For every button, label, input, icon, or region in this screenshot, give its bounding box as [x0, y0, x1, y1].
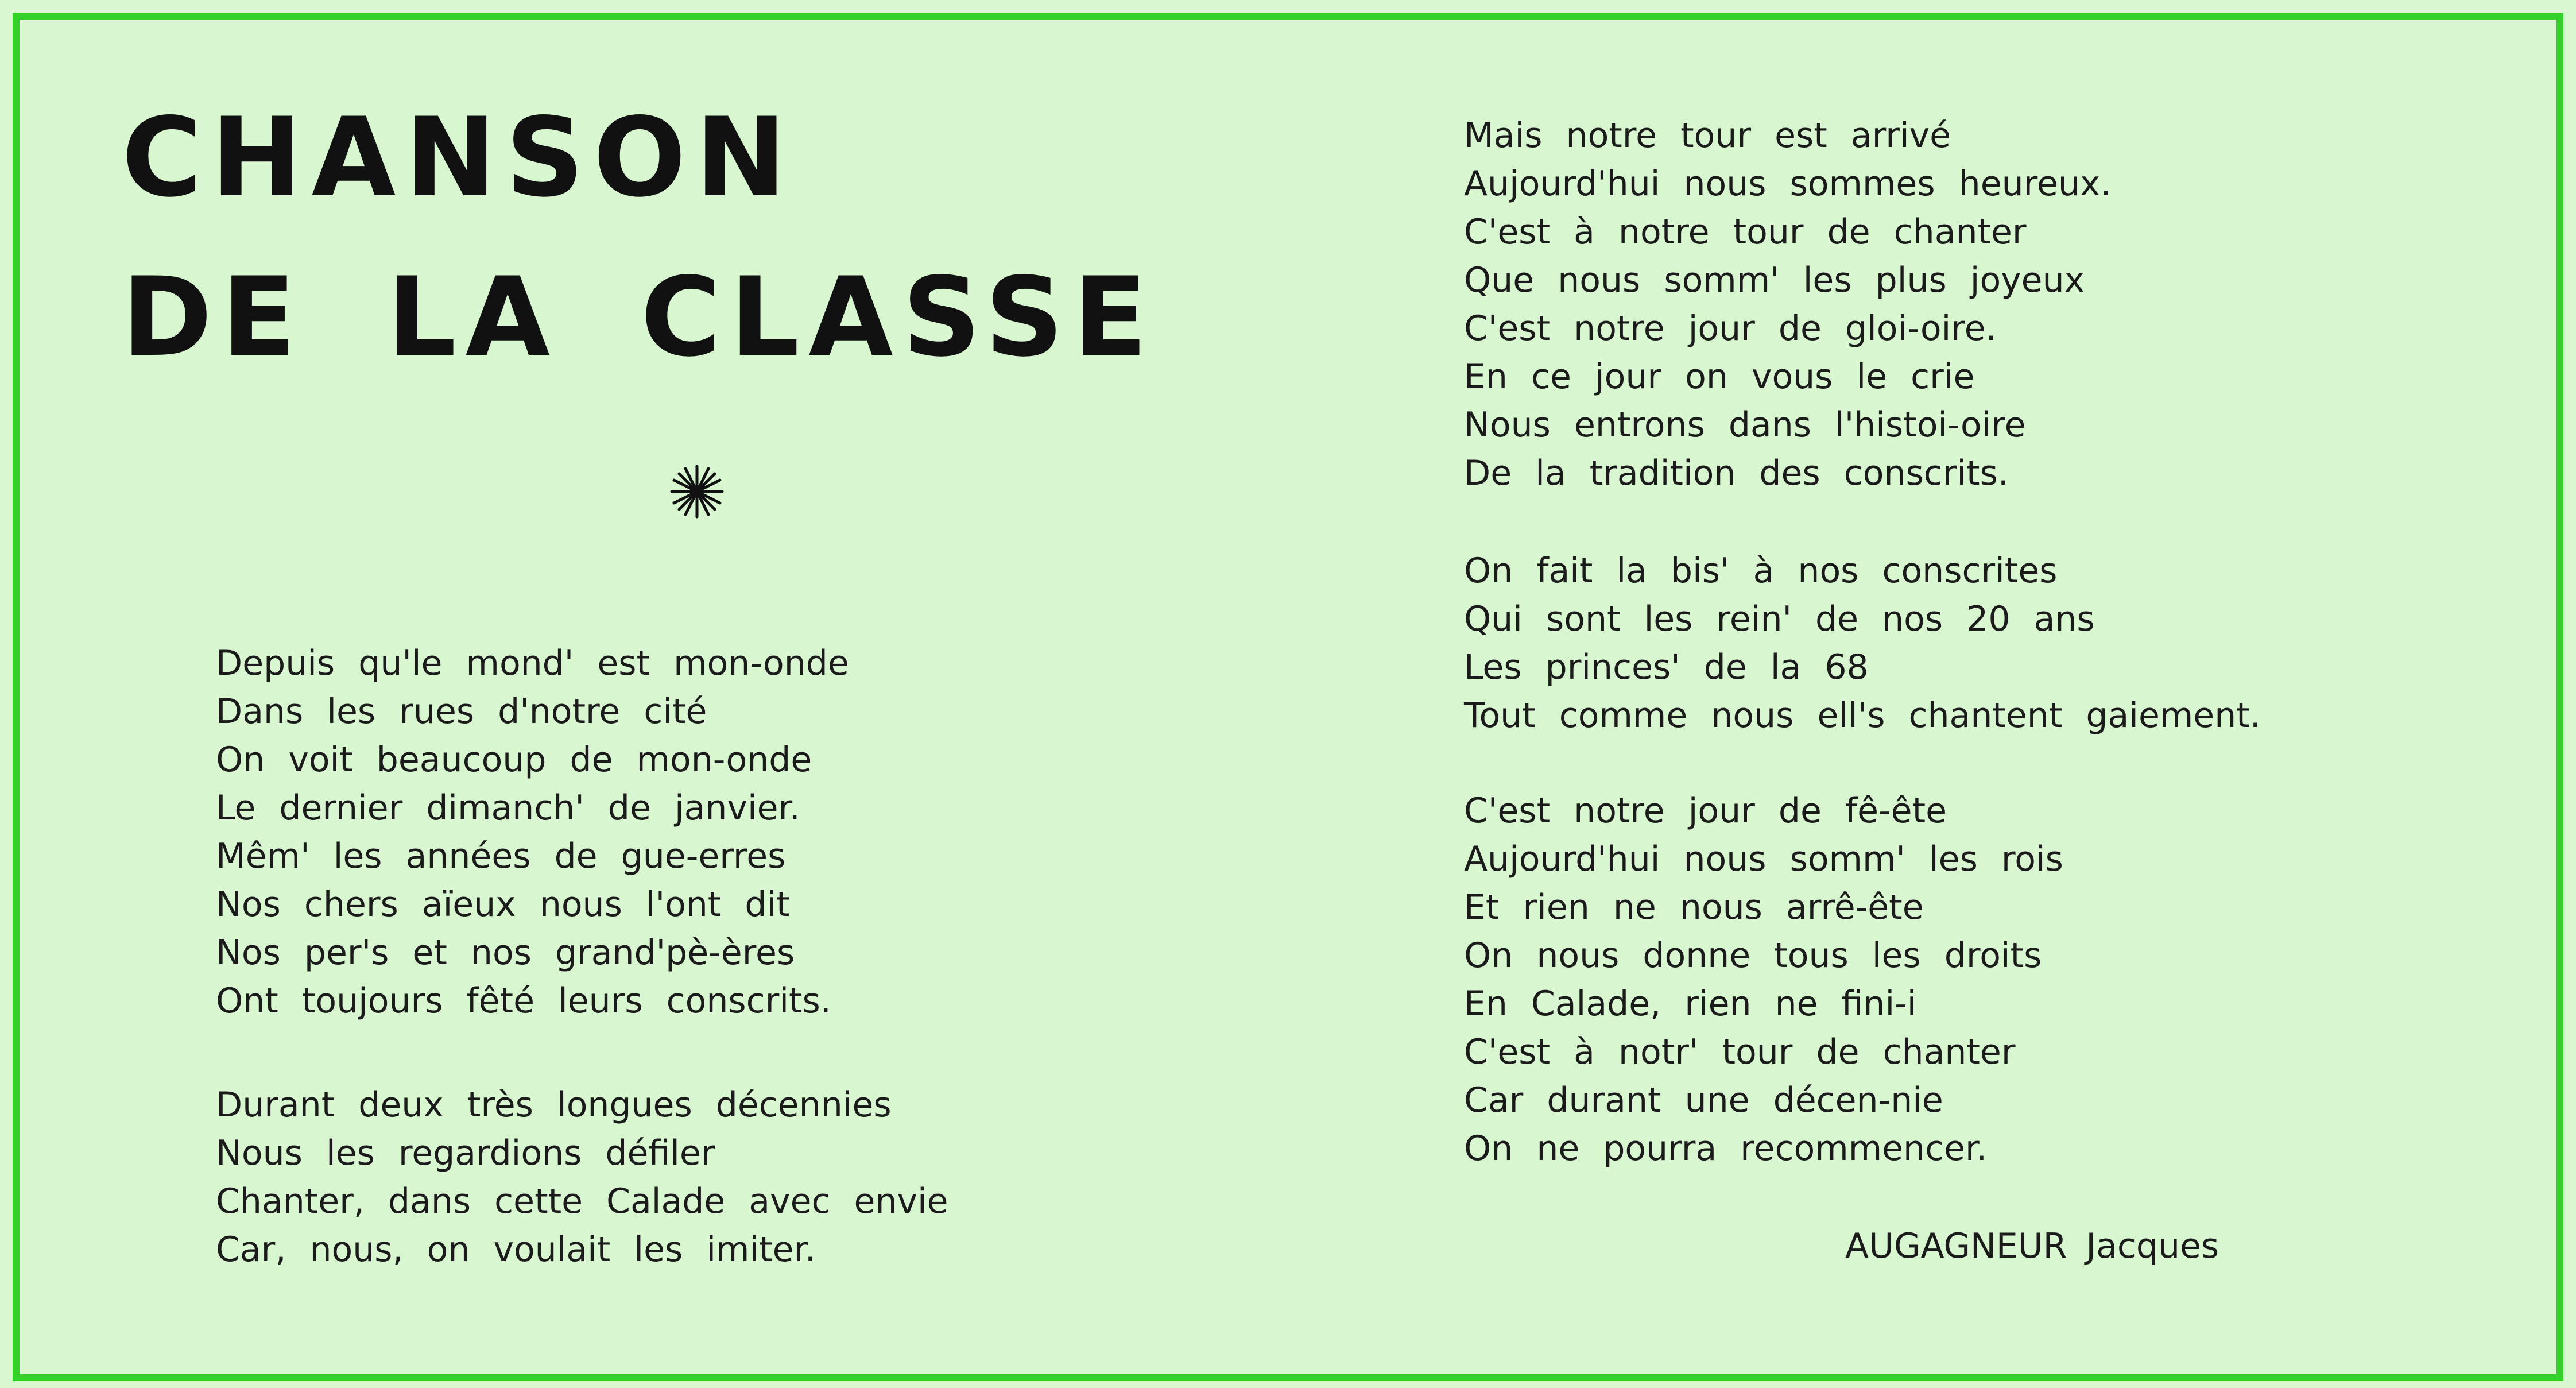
stanza-4 — [1464, 547, 2261, 740]
verse-line: C'est à notr' tour de chanter — [1464, 1032, 2016, 1072]
verse-line: Aujourd'hui nous somm' les rois — [1464, 839, 2063, 879]
verse-line: De la tradition des conscrits. — [1464, 453, 2009, 493]
verse-line: Le dernier dimanch' de janvier. — [216, 788, 800, 828]
verse-line: On voit beaucoup de mon-onde — [216, 740, 812, 780]
verse-line: Durant deux très longues décennies — [216, 1085, 892, 1125]
verse-line: On ne pourra recommencer. — [1464, 1128, 1988, 1169]
stanza-2 — [216, 1081, 948, 1274]
verse-line: Ont toujours fêté leurs conscrits. — [216, 981, 831, 1021]
six-point-star-icon — [668, 463, 726, 520]
stanza-1 — [216, 639, 849, 1025]
verse-line: Dans les rues d'notre cité — [216, 691, 707, 732]
verse-line: Qui sont les rein' de nos 20 ans — [1464, 599, 2095, 639]
author-signature: AUGAGNEUR Jacques — [1845, 1226, 2219, 1266]
verse-line: C'est à notre tour de chanter — [1464, 212, 2027, 252]
title-line-2: DE LA CLASSE — [122, 254, 1157, 381]
verse-line: Car, nous, on voulait les imiter. — [216, 1230, 816, 1270]
verse-line: Tout comme nous ell's chantent gaiement. — [1464, 695, 2261, 736]
verse-line: C'est notre jour de fê-ête — [1464, 791, 1947, 831]
verse-line: Que nous somm' les plus joyeux — [1464, 260, 2085, 300]
verse-line: Car durant une décen-nie — [1464, 1080, 1943, 1120]
verse-line: En ce jour on vous le crie — [1464, 357, 1975, 397]
verse-line: En Calade, rien ne fini-i — [1464, 984, 1917, 1024]
stanza-5 — [1464, 787, 2063, 1173]
verse-line: Nos per's et nos grand'pè-ères — [216, 933, 795, 973]
verse-line: Et rien ne nous arrê-ête — [1464, 887, 1924, 927]
verse-line: Depuis qu'le mond' est mon-onde — [216, 643, 849, 683]
verse-line: Les princes' de la 68 — [1464, 647, 1869, 687]
song-title — [122, 94, 1157, 381]
verse-line: On fait la bis' à nos conscrites — [1464, 551, 2058, 591]
verse-line: C'est notre jour de gloi-oire. — [1464, 308, 1997, 349]
verse-line: Chanter, dans cette Calade avec envie — [216, 1181, 948, 1221]
stanza-3 — [1464, 111, 2112, 497]
verse-line: Nous entrons dans l'histoi-oire — [1464, 405, 2026, 445]
verse-line: Nos chers aïeux nous l'ont dit — [216, 884, 790, 925]
verse-line: On nous donne tous les droits — [1464, 935, 2042, 976]
verse-line: Nous les regardions défiler — [216, 1133, 715, 1173]
verse-line: Mais notre tour est arrivé — [1464, 115, 1951, 156]
verse-line: Aujourd'hui nous sommes heureux. — [1464, 164, 2112, 204]
title-line-1: CHANSON — [122, 94, 796, 221]
verse-line: Mêm' les années de gue-erres — [216, 836, 786, 876]
